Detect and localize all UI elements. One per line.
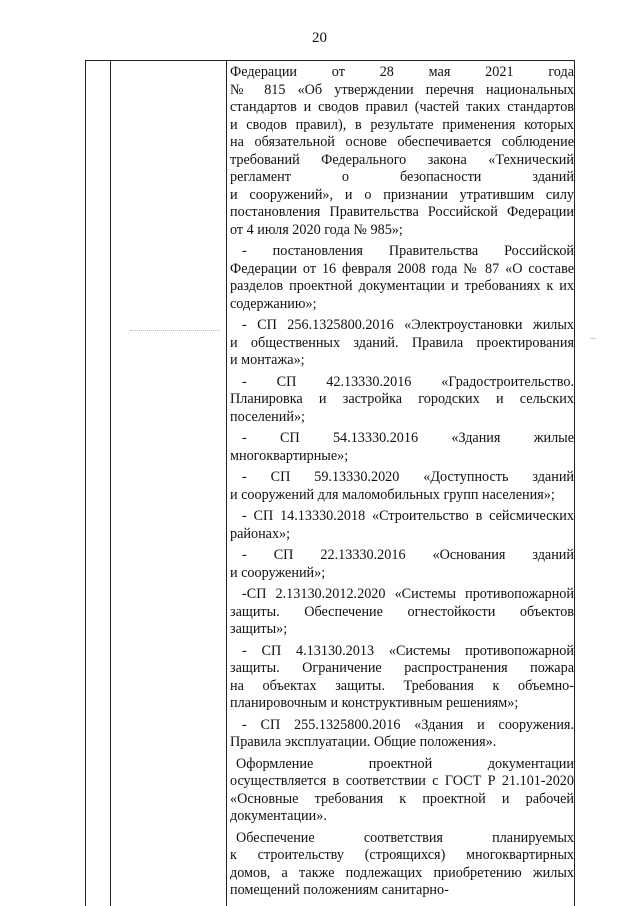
text-line: постановления Правительства Российской Федерации	[230, 204, 574, 220]
scan-artifact	[130, 330, 220, 331]
text-line: документации».	[230, 808, 327, 824]
table-column-divider-2	[226, 61, 227, 906]
text-line: поселений»;	[230, 408, 305, 425]
text-line: - СП 14.13330.2018 «Строительство в сейсмических	[242, 508, 574, 524]
table-cell-text	[230, 64, 574, 900]
text-line: «Основные требования к проектной и рабочей	[230, 790, 574, 807]
text-line: № 815 «Об утверждении перечня национальных	[230, 81, 574, 98]
text-line: Планировка и застройка городских и сельских	[230, 391, 574, 407]
text-line: на обязательной основе обеспечивается соблюдение	[230, 134, 574, 150]
text-line: -СП 2.13130.2012.2020 «Системы противопожарной	[242, 586, 574, 602]
text-line: содержанию»;	[230, 295, 317, 312]
paragraph	[230, 317, 574, 370]
text-line: и общественных зданий. Правила проектирования	[230, 334, 574, 351]
text-line: и сооружений», и о признании утратившим силу	[230, 186, 574, 203]
text-line: - СП 4.13130.2013 «Системы противопожарной	[242, 642, 574, 659]
text-line: Правила эксплуатации. Общие положения».	[230, 734, 497, 750]
text-line: Оформление проектной документации	[236, 755, 574, 772]
text-line: - СП 256.1325800.2016 «Электроустановки жилых	[242, 317, 574, 333]
paragraph	[230, 430, 574, 465]
paragraph	[230, 469, 574, 504]
text-line: защиты. Обеспечение огнестойкости объектов	[230, 603, 574, 620]
paragraph	[230, 547, 574, 582]
text-line: и монтажа»;	[230, 352, 305, 368]
paragraph	[230, 830, 574, 900]
paragraph	[230, 243, 574, 313]
text-line: Обеспечение соответствия планируемых	[236, 829, 574, 846]
paragraph	[230, 643, 574, 713]
text-line: - СП 54.13330.2016 «Здания жилые	[242, 430, 574, 446]
table-border-right	[574, 61, 575, 906]
text-line: и сооружений для маломобильных групп населения»;	[230, 486, 555, 503]
text-line: и сводов правил), в результате применения которых	[230, 116, 574, 133]
text-line: и сооружений»;	[230, 564, 326, 581]
text-line: - СП 255.1325800.2016 «Здания и сооружения.	[242, 716, 574, 733]
paragraph	[230, 586, 574, 639]
paragraph	[230, 756, 574, 826]
text-line: защиты. Ограничение распространения пожара	[230, 660, 574, 676]
text-line: требований Федерального закона «Технический	[230, 151, 574, 168]
text-line: - СП 22.13330.2016 «Основания зданий	[242, 547, 574, 563]
page-number: 20	[312, 30, 327, 46]
text-line: Федерации от 16 февраля 2008 года № 87 «О составе	[230, 260, 574, 277]
text-line: домов, а также подлежащих приобретению жилых	[230, 864, 574, 881]
text-line: помещений положениям санитарно-	[230, 882, 449, 898]
text-line: районах»;	[230, 525, 291, 542]
paragraph	[230, 508, 574, 543]
text-line: от 4 июля 2020 года № 985»;	[230, 221, 403, 238]
text-line: - СП 59.13330.2020 «Доступность зданий	[242, 469, 574, 485]
paragraph	[230, 717, 574, 752]
paragraph	[230, 374, 574, 427]
text-line: на объектах защиты. Требования к объемно-	[230, 677, 574, 694]
table-border-left	[85, 61, 86, 906]
text-line: многоквартирные»;	[230, 447, 349, 464]
text-line: планировочным и конструктивным решениям»;	[230, 695, 519, 711]
text-line: Федерации от 28 мая 2021 года	[230, 64, 574, 80]
text-line: защиты»;	[230, 621, 288, 637]
text-line: разделов проектной документации и требованиях к их	[230, 278, 574, 294]
paragraph	[230, 64, 574, 239]
text-line: - постановления Правительства Российской	[242, 243, 574, 259]
table-column-divider-1	[110, 61, 111, 906]
text-line: стандартов и сводов правил (частей таких стандартов	[230, 99, 574, 115]
scan-artifact	[590, 338, 596, 339]
text-line: осуществляется в соответствии с ГОСТ Р 21.101-2020	[230, 773, 574, 789]
text-line: к строительству (строящихся) многоквартирных	[230, 847, 574, 863]
text-line: - СП 42.13330.2016 «Градостроительство.	[242, 373, 574, 390]
text-line: регламент о безопасности зданий	[230, 169, 574, 185]
